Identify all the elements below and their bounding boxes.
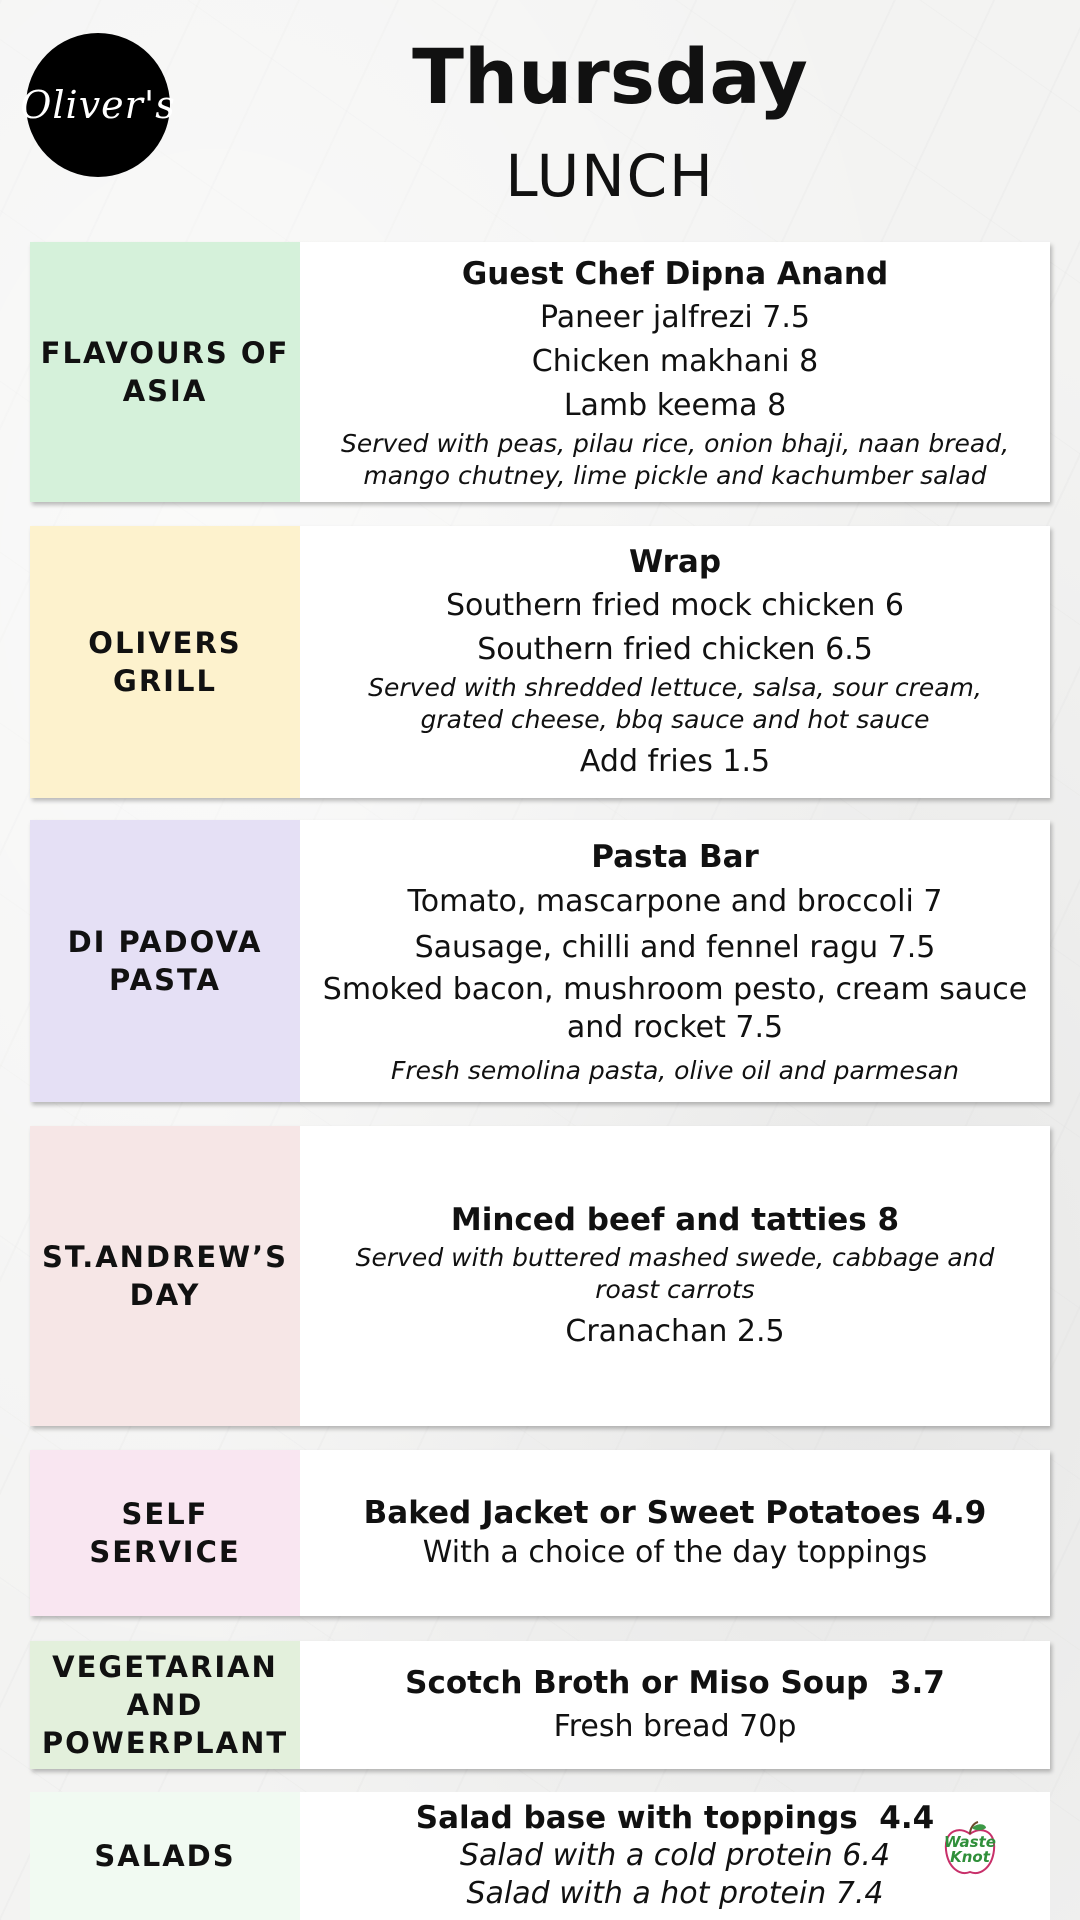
menu-section-di-padova-pasta xyxy=(30,820,1050,1102)
section-note: Fresh semolina pasta, olive oil and parmesan xyxy=(391,1056,959,1085)
menu-item: Paneer jalfrezi 7.5 xyxy=(540,300,810,335)
menu-item: Lamb keema 8 xyxy=(563,388,787,423)
section-label: VEGETARIAN AND POWERPLANT xyxy=(30,1641,300,1769)
section-label: DI PADOVA PASTA xyxy=(30,820,300,1102)
menu-item: With a choice of the day toppings xyxy=(422,1535,928,1570)
section-heading: Pasta Bar xyxy=(591,839,759,875)
menu-item: Salad with a hot protein 7.4 xyxy=(466,1876,884,1911)
menu-section-olivers-grill xyxy=(30,526,1050,798)
menu-item-extra: Add fries 1.5 xyxy=(579,744,771,779)
waste-knot-text: Waste Knot xyxy=(944,1833,996,1866)
waste-knot-logo xyxy=(938,1818,1002,1882)
section-content xyxy=(300,1126,1050,1426)
section-content xyxy=(300,1450,1050,1616)
logo-text: Oliver's xyxy=(20,83,176,127)
day-title: Thursday xyxy=(412,32,808,121)
section-heading: Salad base with toppings 4.4 xyxy=(415,1800,935,1836)
section-note: Served with buttered mashed swede, cabbage and roast carrots xyxy=(355,1243,995,1304)
section-heading: Wrap xyxy=(628,544,722,580)
menu-item: Southern fried chicken 6.5 xyxy=(477,632,873,667)
menu-item: Smoked bacon, mushroom pesto, cream sauce and rocket 7.5 xyxy=(322,972,1028,1045)
menu-section-self-service xyxy=(30,1450,1050,1616)
section-heading: Guest Chef Dipna Anand xyxy=(461,256,889,292)
menu-section-vegetarian-and-powerplant xyxy=(30,1641,1050,1769)
section-content xyxy=(300,1792,1050,1920)
section-content xyxy=(300,820,1050,1102)
section-content xyxy=(300,242,1050,502)
section-label: SELF SERVICE xyxy=(30,1450,300,1616)
section-content xyxy=(300,1641,1050,1769)
section-label: FLAVOURS OF ASIA xyxy=(30,242,300,502)
menu-item: Salad with a cold protein 6.4 xyxy=(459,1838,891,1873)
section-heading: Baked Jacket or Sweet Potatoes 4.9 xyxy=(363,1495,987,1531)
section-content xyxy=(300,526,1050,798)
section-note: Served with peas, pilau rice, onion bhaji, naan bread, mango chutney, lime pickle and kachumber salad xyxy=(340,429,1010,490)
menu-item-extra: Cranachan 2.5 xyxy=(565,1314,785,1349)
section-heading: Scotch Broth or Miso Soup 3.7 xyxy=(405,1665,945,1701)
section-heading: Minced beef and tatties 8 xyxy=(450,1202,900,1238)
section-note: Served with shredded lettuce, salsa, sour cream, grated cheese, bbq sauce and hot sauce xyxy=(368,673,982,734)
menu-section-flavours-of-asia xyxy=(30,242,1050,502)
menu-section-salads xyxy=(30,1792,1050,1920)
menu-item: Chicken makhani 8 xyxy=(531,344,819,379)
menu-item: Fresh bread 70p xyxy=(553,1709,797,1744)
menu-item: Tomato, mascarpone and broccoli 7 xyxy=(407,884,943,919)
menu-item: Sausage, chilli and fennel ragu 7.5 xyxy=(414,930,936,965)
section-label: SALADS xyxy=(30,1792,300,1920)
menu-item: Southern fried mock chicken 6 xyxy=(446,588,904,623)
section-label: OLIVERS GRILL xyxy=(30,526,300,798)
section-label: ST.ANDREW’S DAY xyxy=(30,1126,300,1426)
meal-title: LUNCH xyxy=(505,142,715,210)
menu-section-st-andrews-day xyxy=(30,1126,1050,1426)
